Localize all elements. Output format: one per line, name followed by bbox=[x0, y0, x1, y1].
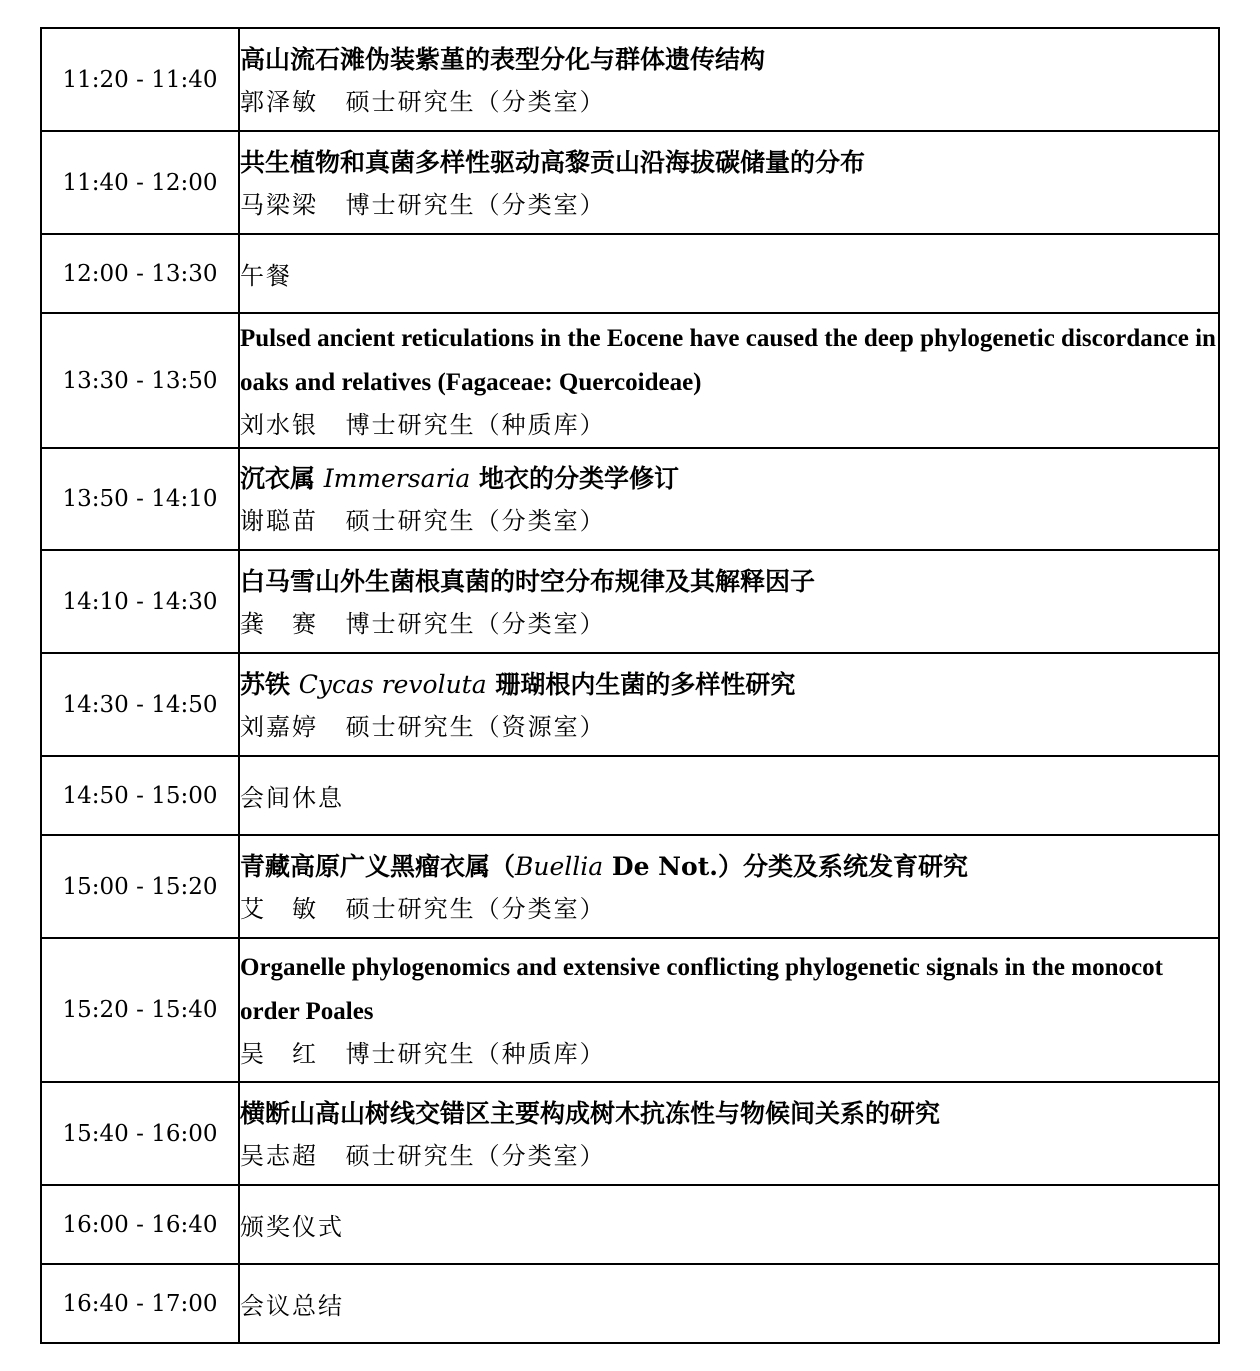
talk-title bbox=[240, 845, 1218, 889]
talk-title: 高山流石滩伪装紫堇的表型分化与群体遗传结构 bbox=[240, 44, 766, 74]
title-text: 青藏高原广义黑瘤衣属（ bbox=[240, 851, 516, 881]
talk-title: 共生植物和真菌多样性驱动高黎贡山沿海拔碳储量的分布 bbox=[240, 147, 866, 177]
time-cell: 15:00 - 15:20 bbox=[41, 835, 239, 938]
talk-title: Organelle phylogenomics and extensive conflicting phylogenetic signals in the monocot order Poales bbox=[240, 954, 1163, 1025]
table-row bbox=[41, 550, 1219, 653]
time-cell: 11:20 - 11:40 bbox=[41, 28, 239, 131]
speaker-line bbox=[240, 405, 1218, 445]
speaker-name: 刘嘉婷 bbox=[240, 712, 318, 741]
content-cell bbox=[239, 28, 1219, 131]
title-text: 珊瑚根内生菌的多样性研究 bbox=[486, 669, 796, 699]
time-cell: 13:50 - 14:10 bbox=[41, 448, 239, 550]
time-cell: 16:00 - 16:40 bbox=[41, 1185, 239, 1264]
content-cell bbox=[239, 653, 1219, 756]
speaker-role: 博士研究生（分类室） bbox=[345, 190, 606, 219]
time-cell: 15:40 - 16:00 bbox=[41, 1082, 239, 1185]
title-text: 苏铁 bbox=[240, 669, 299, 699]
content-cell bbox=[239, 448, 1219, 550]
speaker-role: 硕士研究生（分类室） bbox=[345, 894, 606, 923]
speaker-line bbox=[240, 889, 1218, 929]
speaker-role: 博士研究生（种质库） bbox=[345, 1040, 606, 1068]
table-row bbox=[41, 835, 1219, 938]
talk-title bbox=[240, 663, 1218, 707]
time-cell: 12:00 - 13:30 bbox=[41, 234, 239, 313]
speaker-role: 博士研究生（分类室） bbox=[345, 609, 606, 638]
speaker-role: 硕士研究生（分类室） bbox=[345, 1141, 606, 1170]
talk-title: Pulsed ancient reticulations in the Eocene have caused the deep phylogenetic discordance in oaks and relatives (Fagaceae: Quercoideae) bbox=[240, 324, 1216, 396]
speaker-line bbox=[240, 501, 1218, 541]
schedule-table bbox=[40, 27, 1220, 1344]
time-cell: 16:40 - 17:00 bbox=[41, 1264, 239, 1343]
content-cell bbox=[239, 550, 1219, 653]
content-cell bbox=[239, 756, 1219, 835]
time-cell: 14:50 - 15:00 bbox=[41, 756, 239, 835]
speaker-role: 硕士研究生（分类室） bbox=[345, 87, 606, 116]
time-cell: 13:30 - 13:50 bbox=[41, 313, 239, 448]
time-cell: 14:30 - 14:50 bbox=[41, 653, 239, 756]
speaker-line bbox=[240, 707, 1218, 747]
table-row bbox=[41, 448, 1219, 550]
time-cell: 15:20 - 15:40 bbox=[41, 938, 239, 1082]
talk-title: 白马雪山外生菌根真菌的时空分布规律及其解释因子 bbox=[240, 566, 816, 596]
content-cell bbox=[239, 938, 1219, 1082]
table-row bbox=[41, 313, 1219, 448]
table-row bbox=[41, 28, 1219, 131]
speaker-name: 刘水银 bbox=[240, 410, 318, 439]
speaker-role: 硕士研究生（分类室） bbox=[345, 507, 606, 535]
speaker-name: 吴 红 bbox=[240, 1040, 318, 1068]
talk-title bbox=[240, 457, 1218, 501]
table-row bbox=[41, 653, 1219, 756]
title-text: De Not.）分类及系统发育研究 bbox=[603, 851, 968, 881]
time-cell: 14:10 - 14:30 bbox=[41, 550, 239, 653]
table-row bbox=[41, 756, 1219, 835]
table-row bbox=[41, 234, 1219, 313]
speaker-name: 谢聪苗 bbox=[240, 507, 318, 535]
speaker-line bbox=[240, 1034, 1218, 1074]
speaker-name: 马梁梁 bbox=[240, 190, 318, 219]
speaker-name: 郭泽敏 bbox=[240, 87, 318, 116]
content-cell bbox=[239, 1264, 1219, 1343]
table-row bbox=[41, 1264, 1219, 1343]
title-text: 地衣的分类学修订 bbox=[470, 464, 680, 493]
speaker-name: 龚 赛 bbox=[240, 609, 318, 638]
taxon-name: Cycas revoluta bbox=[298, 669, 487, 699]
speaker-line bbox=[240, 1136, 1218, 1176]
content-cell bbox=[239, 313, 1219, 448]
taxon-name: Buellia bbox=[515, 851, 604, 881]
table-row bbox=[41, 131, 1219, 234]
table-row bbox=[41, 1185, 1219, 1264]
title-text: 沉衣属 bbox=[240, 464, 324, 493]
break-label: 会间休息 bbox=[240, 784, 344, 812]
break-label: 颁奖仪式 bbox=[240, 1213, 344, 1241]
talk-title: 横断山高山树线交错区主要构成树木抗冻性与物候间关系的研究 bbox=[240, 1098, 941, 1128]
speaker-name: 吴志超 bbox=[240, 1141, 318, 1170]
table-row bbox=[41, 1082, 1219, 1185]
taxon-name: Immersaria bbox=[323, 464, 471, 493]
speaker-line bbox=[240, 185, 1218, 225]
table-row bbox=[41, 938, 1219, 1082]
content-cell bbox=[239, 1185, 1219, 1264]
content-cell bbox=[239, 835, 1219, 938]
content-cell bbox=[239, 1082, 1219, 1185]
speaker-line bbox=[240, 604, 1218, 644]
break-label: 会议总结 bbox=[240, 1292, 344, 1320]
speaker-name: 艾 敏 bbox=[240, 894, 318, 923]
speaker-role: 硕士研究生（资源室） bbox=[345, 712, 606, 741]
content-cell bbox=[239, 131, 1219, 234]
speaker-role: 博士研究生（种质库） bbox=[345, 410, 606, 439]
break-label: 午餐 bbox=[240, 262, 292, 290]
time-cell: 11:40 - 12:00 bbox=[41, 131, 239, 234]
content-cell bbox=[239, 234, 1219, 313]
speaker-line bbox=[240, 82, 1218, 122]
